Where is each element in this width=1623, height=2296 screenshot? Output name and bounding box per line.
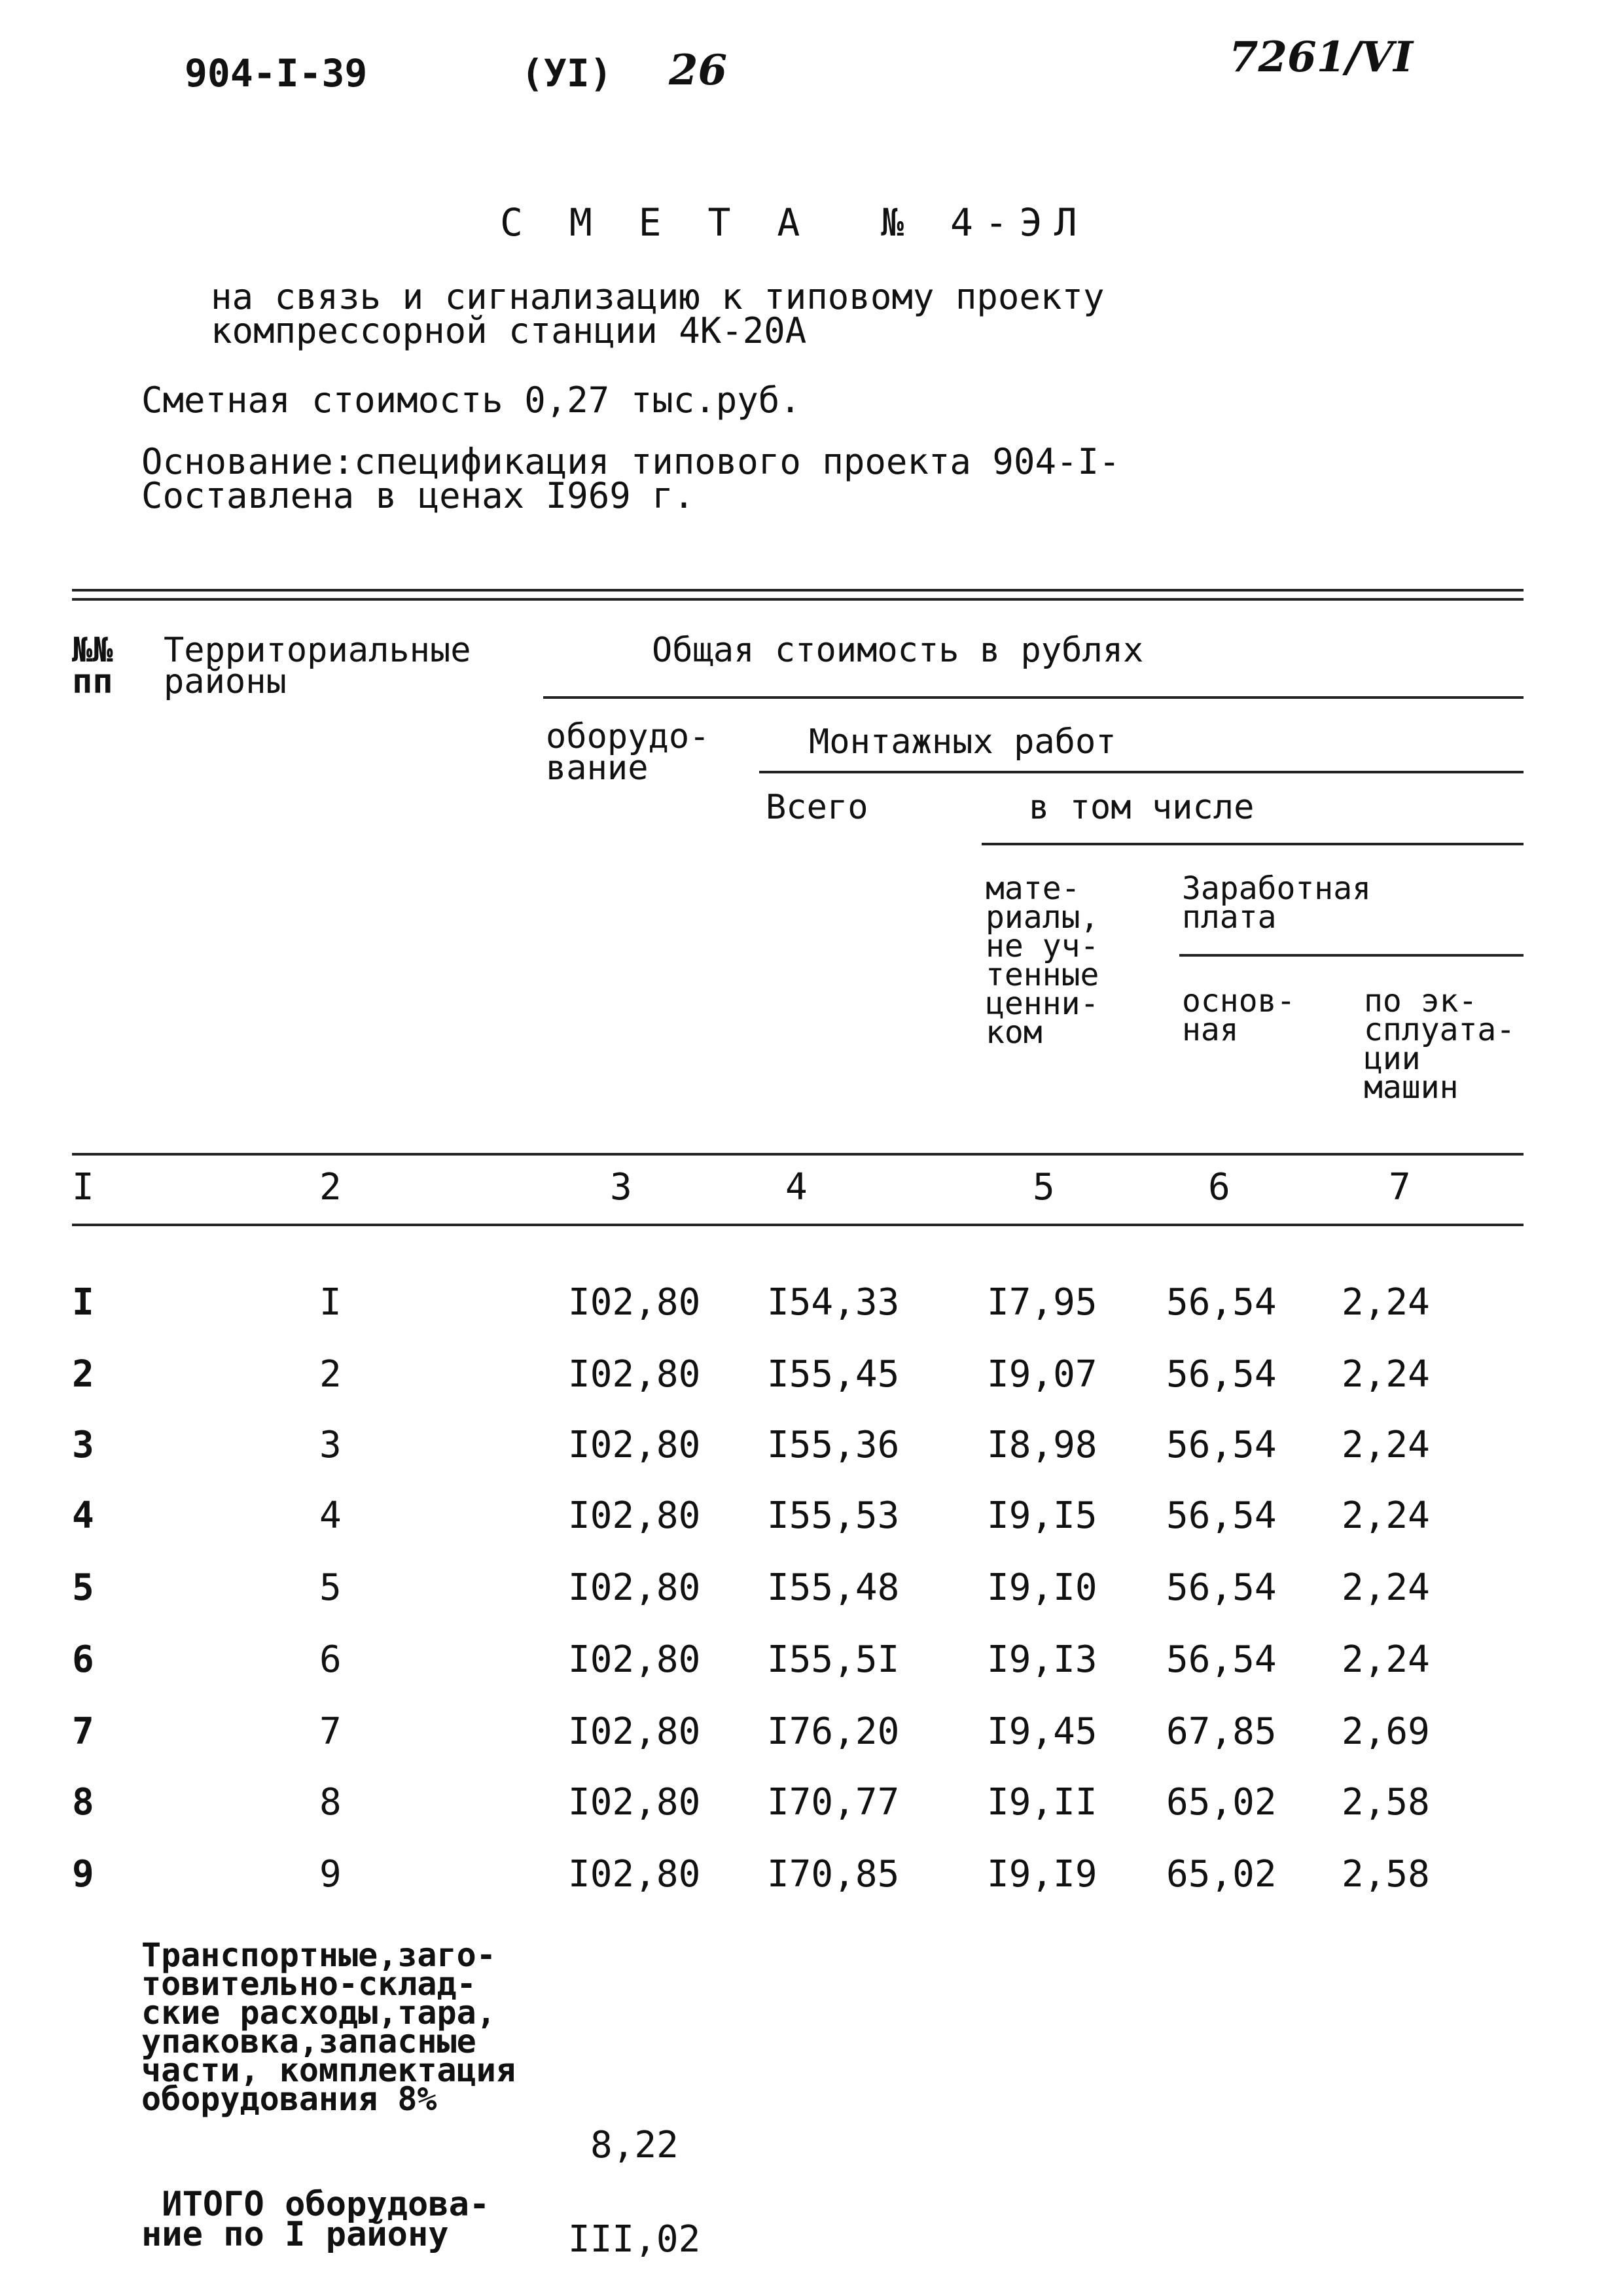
row-cell-equipment: I02,80 xyxy=(568,1853,701,1896)
row-cell-num: 6 xyxy=(72,1638,94,1681)
row-cell-materials: I9,I3 xyxy=(987,1638,1097,1681)
column-number-2: 2 xyxy=(319,1166,342,1209)
row-cell-wages-basic: 65,02 xyxy=(1166,1853,1277,1896)
row-cell-wages-machines: 2,24 xyxy=(1342,1638,1430,1681)
row-cell-num: 4 xyxy=(72,1494,94,1537)
header-materials: мате- риалы, не уч- тенные ценни- ком xyxy=(986,870,1099,1051)
transport-expenses-value: 8,22 xyxy=(590,2124,679,2166)
row-cell-region: 9 xyxy=(319,1853,342,1896)
rule-under-including xyxy=(982,843,1524,845)
row-cell-region: 3 xyxy=(319,1424,342,1466)
header-territorial-regions: Территориальные районы xyxy=(164,631,471,701)
header-equipment: оборудо- вание xyxy=(546,717,710,788)
section-label: (УI) xyxy=(521,51,613,96)
header-wages-basic: основ- ная xyxy=(1182,983,1296,1048)
rule-under-total-cost xyxy=(543,696,1524,699)
row-cell-wages-machines: 2,24 xyxy=(1342,1353,1430,1396)
row-cell-region: 2 xyxy=(319,1353,342,1396)
total-equipment-value: III,02 xyxy=(568,2218,701,2261)
row-cell-wages-basic: 56,54 xyxy=(1166,1494,1277,1537)
row-cell-materials: I9,II xyxy=(987,1781,1097,1824)
rule-above-column-numbers xyxy=(72,1153,1524,1156)
row-cell-wages-machines: 2,69 xyxy=(1342,1710,1430,1753)
row-cell-materials: I9,I9 xyxy=(987,1853,1097,1896)
row-cell-total: I55,48 xyxy=(767,1566,900,1609)
row-cell-wages-machines: 2,24 xyxy=(1342,1281,1430,1324)
row-cell-materials: I7,95 xyxy=(987,1281,1097,1324)
row-cell-total: I76,20 xyxy=(767,1710,900,1753)
row-cell-total: I55,36 xyxy=(767,1424,900,1466)
column-number-3: 3 xyxy=(610,1166,632,1209)
row-cell-wages-basic: 56,54 xyxy=(1166,1638,1277,1681)
row-cell-wages-basic: 56,54 xyxy=(1166,1424,1277,1466)
row-cell-region: 7 xyxy=(319,1710,342,1753)
transport-expenses-label: Транспортные,заго- товительно-склад- ские расходы,тара, упаковка,запасные части, комплектация оборудования 8% xyxy=(141,1936,516,2118)
row-cell-materials: I9,07 xyxy=(987,1353,1097,1396)
row-cell-materials: I9,I5 xyxy=(987,1494,1097,1537)
column-number-1: I xyxy=(72,1166,94,1209)
column-number-6: 6 xyxy=(1208,1166,1230,1209)
row-cell-region: 4 xyxy=(319,1494,342,1537)
row-cell-materials: I9,45 xyxy=(987,1710,1097,1753)
row-cell-equipment: I02,80 xyxy=(568,1281,701,1324)
header-installation-works: Монтажных работ xyxy=(809,722,1116,762)
row-cell-wages-machines: 2,58 xyxy=(1342,1853,1430,1896)
table-top-double-rule xyxy=(72,589,1524,601)
row-cell-num: 7 xyxy=(72,1710,94,1753)
estimate-basis: Основание:спецификация типового проекта 904-I- Составлена в ценах I969 г. xyxy=(141,441,1120,516)
document-code: 904-I-39 xyxy=(185,51,368,96)
estimate-title: С М Е Т А № 4-ЭЛ xyxy=(500,200,1089,245)
row-cell-materials: I9,I0 xyxy=(987,1566,1097,1609)
header-row-number: №№ пп xyxy=(72,631,113,701)
row-cell-total: I70,77 xyxy=(767,1781,900,1824)
row-cell-region: I xyxy=(319,1281,342,1324)
row-cell-num: 5 xyxy=(72,1566,94,1609)
estimated-cost: Сметная стоимость 0,27 тыс.руб. xyxy=(141,380,801,421)
row-cell-total: I54,33 xyxy=(767,1281,900,1324)
row-cell-num: I xyxy=(72,1281,94,1324)
row-cell-wages-basic: 56,54 xyxy=(1166,1281,1277,1324)
row-cell-equipment: I02,80 xyxy=(568,1781,701,1824)
header-including: в том числе xyxy=(1029,788,1255,827)
row-cell-num: 3 xyxy=(72,1424,94,1466)
row-cell-wages-machines: 2,58 xyxy=(1342,1781,1430,1824)
header-wages-machines: по эк- сплуата- ции машин xyxy=(1364,983,1516,1106)
row-cell-wages-basic: 65,02 xyxy=(1166,1781,1277,1824)
row-cell-region: 5 xyxy=(319,1566,342,1609)
row-cell-wages-machines: 2,24 xyxy=(1342,1424,1430,1466)
row-cell-region: 6 xyxy=(319,1638,342,1681)
row-cell-equipment: I02,80 xyxy=(568,1566,701,1609)
row-cell-total: I55,53 xyxy=(767,1494,900,1537)
row-cell-equipment: I02,80 xyxy=(568,1710,701,1753)
column-number-7: 7 xyxy=(1389,1166,1411,1209)
row-cell-total: I55,5I xyxy=(767,1638,900,1681)
row-cell-wages-machines: 2,24 xyxy=(1342,1494,1430,1537)
row-cell-wages-basic: 56,54 xyxy=(1166,1566,1277,1609)
row-cell-equipment: I02,80 xyxy=(568,1353,701,1396)
row-cell-wages-basic: 67,85 xyxy=(1166,1710,1277,1753)
column-number-5: 5 xyxy=(1033,1166,1055,1209)
row-cell-total: I70,85 xyxy=(767,1853,900,1896)
rule-under-installation xyxy=(759,771,1524,773)
row-cell-wages-machines: 2,24 xyxy=(1342,1566,1430,1609)
total-equipment-label: ИТОГО оборудова- ние по I району xyxy=(141,2185,490,2254)
header-wages: Заработная плата xyxy=(1182,870,1371,936)
row-cell-region: 8 xyxy=(319,1781,342,1824)
row-cell-equipment: I02,80 xyxy=(568,1494,701,1537)
row-cell-wages-basic: 56,54 xyxy=(1166,1353,1277,1396)
row-cell-equipment: I02,80 xyxy=(568,1638,701,1681)
column-number-4: 4 xyxy=(785,1166,808,1209)
row-cell-num: 2 xyxy=(72,1353,94,1396)
row-cell-num: 9 xyxy=(72,1853,94,1896)
row-cell-num: 8 xyxy=(72,1781,94,1824)
row-cell-equipment: I02,80 xyxy=(568,1424,701,1466)
page-number: 26 xyxy=(669,46,728,95)
header-total: Всего xyxy=(766,788,868,827)
estimate-subtitle: на связь и сигнализацию к типовому проекту компрессорной станции 4К-20А xyxy=(211,276,1105,351)
archive-number: 7261/VI xyxy=(1229,33,1414,82)
rule-under-wages xyxy=(1179,954,1524,957)
row-cell-total: I55,45 xyxy=(767,1353,900,1396)
header-total-cost: Общая стоимость в рублях xyxy=(652,631,1144,670)
rule-below-column-numbers xyxy=(72,1224,1524,1226)
row-cell-materials: I8,98 xyxy=(987,1424,1097,1466)
